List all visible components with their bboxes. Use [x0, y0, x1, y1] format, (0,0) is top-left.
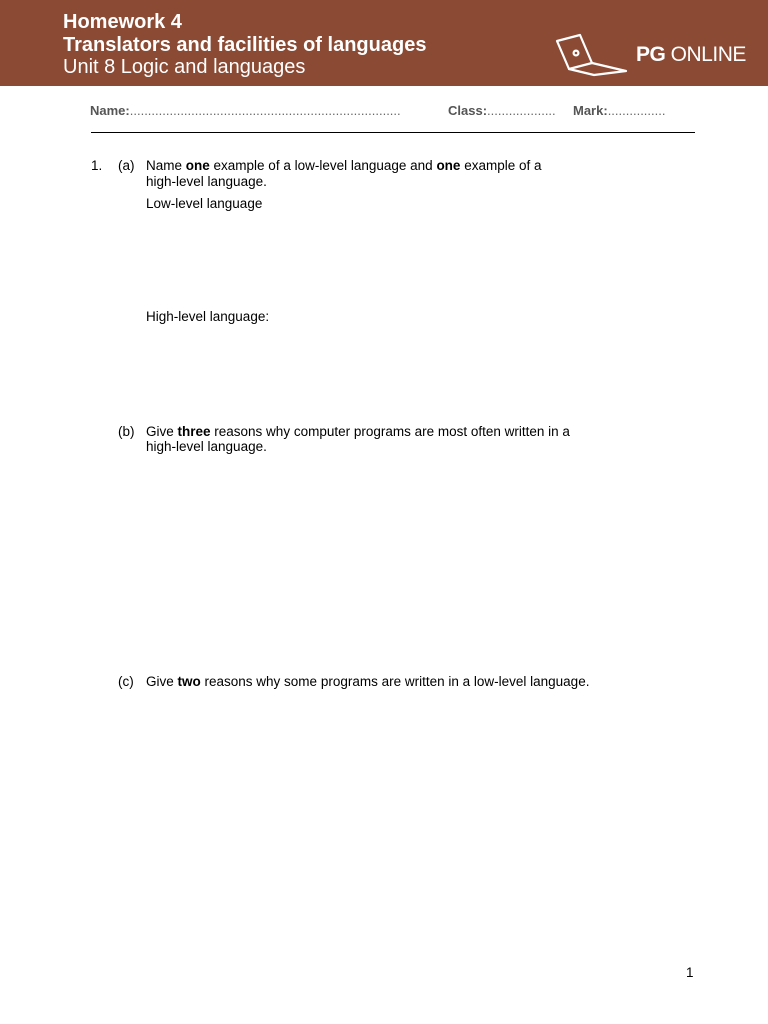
mark-field[interactable]: [573, 103, 665, 118]
part-b-question-line1: [146, 424, 570, 440]
logo-text: [636, 43, 746, 67]
mark-label: Mark:: [573, 103, 608, 118]
part-c-emphasis: two: [177, 674, 201, 689]
class-field[interactable]: [448, 103, 556, 118]
part-a-label: (a): [118, 158, 135, 173]
part-a-text-2: example of a low-level language and: [209, 158, 437, 173]
pg-online-logo: [554, 33, 746, 79]
part-b-question-line2: high-level language.: [146, 439, 267, 454]
part-a-emphasis-2: one: [436, 158, 461, 173]
header-divider: [91, 132, 695, 133]
part-c-question: [146, 674, 589, 690]
logo-text-rest: ONLINE: [665, 43, 746, 66]
part-b-label: (b): [118, 424, 135, 439]
part-a-text-3: example of a: [460, 158, 542, 173]
logo-text-bold: PG: [636, 43, 666, 66]
name-label: Name:: [90, 103, 130, 118]
laptop-icon: [554, 33, 630, 79]
homework-title: Homework 4: [63, 11, 182, 33]
unit-title: Unit 8 Logic and languages: [63, 56, 306, 78]
question-number: 1.: [91, 158, 103, 173]
high-level-answer-label: High-level language:: [146, 309, 270, 324]
part-c-label: (c): [118, 674, 134, 689]
class-dots: ...................: [487, 103, 556, 118]
topic-title: Translators and facilities of languages: [63, 34, 427, 56]
header-banner: [0, 0, 768, 86]
part-c-text-2: reasons why some programs are written in a low-level language.: [200, 674, 590, 689]
name-field[interactable]: [90, 103, 401, 118]
part-a-question-line2: high-level language.: [146, 174, 267, 189]
part-a-emphasis-1: one: [185, 158, 210, 173]
part-b-emphasis: three: [177, 424, 211, 439]
name-dots: ...........................................................................: [129, 103, 401, 118]
part-a-text-1: Name: [146, 158, 186, 173]
page-number: 1: [686, 965, 694, 980]
part-a-question-line1: [146, 158, 542, 174]
mark-dots: ................: [607, 103, 666, 118]
class-label: Class:: [448, 103, 488, 118]
part-c-text-1: Give: [146, 674, 178, 689]
part-b-text-2: reasons why computer programs are most often written in a: [210, 424, 570, 439]
part-b-text-1: Give: [146, 424, 178, 439]
low-level-answer-label: Low-level language: [146, 196, 263, 211]
